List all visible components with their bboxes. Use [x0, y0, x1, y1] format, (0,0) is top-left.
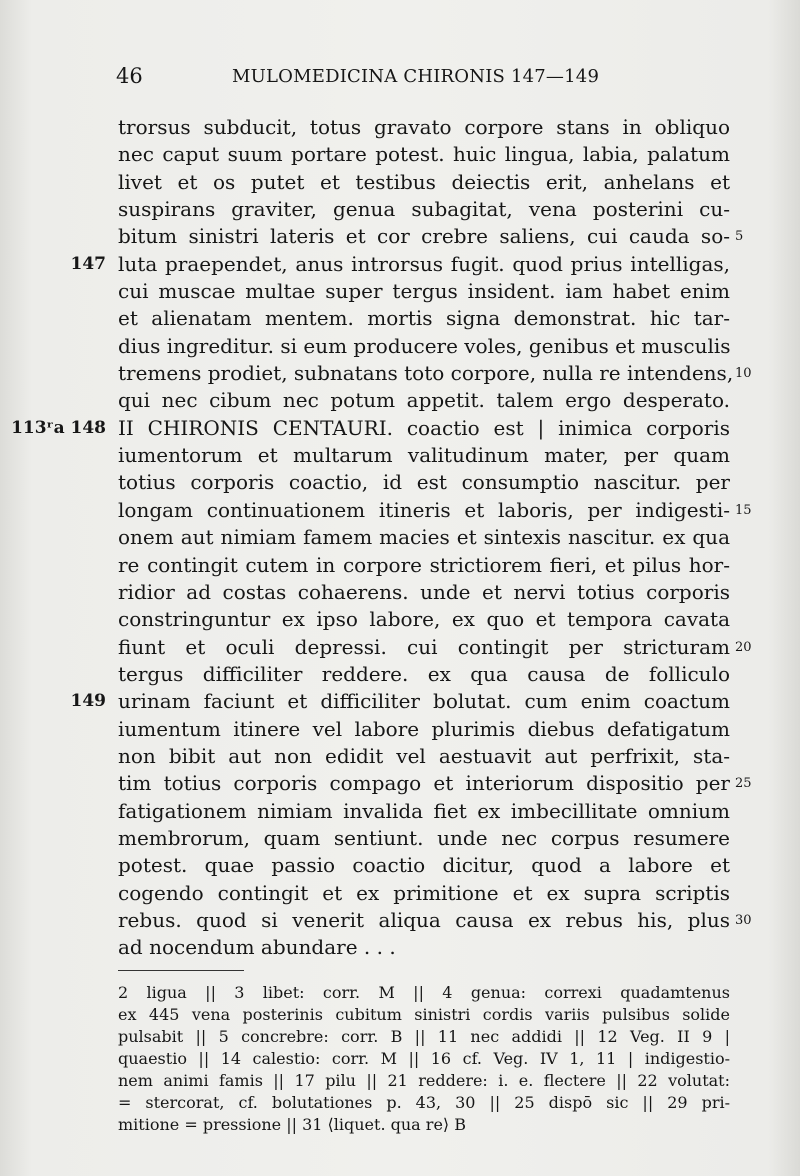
text-line: iumentum itinere vel labore plurimis diebus defatigatum: [118, 716, 730, 741]
line-number: 5: [735, 229, 744, 245]
text-line: 113ʳa 148 II CHIRONIS CENTAURI. coactio est | inimica corporis: [118, 415, 730, 442]
text-line: bitum sinistri lateris et cor crebre saliens, cui cauda so- 5: [118, 223, 730, 250]
text-line: re contingit cutem in corpore strictiorem fieri, et pilus hor-: [118, 552, 730, 577]
text-line: suspirans graviter, genua subagitat, vena posterini cu-: [118, 197, 730, 222]
text-line: non bibit aut non edidit vel aestuavit aut perfrixit, sta-: [118, 743, 730, 768]
text-line: et alienatam mentem. mortis signa demonstrat. hic tar-: [118, 306, 730, 331]
text-line: livet et os putet et testibus deiectis erit, anhelans et: [118, 169, 730, 194]
text-line: nec caput suum portare potest. huic lingua, labia, palatum: [118, 142, 730, 167]
note-line: ex 445 vena posterinis cubitum sinistri cordis variis pulsibus solide: [118, 1005, 730, 1024]
text-line: fiunt et oculi depressi. cui contingit per stricturam 20: [118, 634, 730, 661]
text-line: trorsus subducit, totus gravato corpore stans in obliquo: [118, 115, 730, 139]
text-line: membrorum, quam sentiunt. unde nec corpus resumere: [118, 825, 730, 850]
main-text: [11, 114, 752, 962]
section-marker: 113ʳa 148: [11, 417, 106, 438]
text-line: rebus. quod si venerit aliqua causa ex rebus his, plus 30: [118, 907, 730, 934]
text-line: iumentorum et multarum valitudinum mater, per quam: [118, 443, 730, 468]
page-header: [0, 64, 800, 100]
text-line: tremens prodiet, subnatans toto corpore, nulla re intendens, 10: [118, 360, 730, 387]
line-number: 25: [735, 776, 752, 792]
page-number: 46: [116, 64, 143, 88]
text-line: 149 urinam faciunt et difficiliter bolutat. cum enim coactum: [118, 688, 730, 715]
section-marker: 147: [70, 253, 106, 274]
text-line: tim totius corporis compago et interiorum dispositio per 25: [118, 770, 730, 797]
text-line: ridior ad costas cohaerens. unde et nervi totius corporis: [118, 579, 730, 604]
text-line: qui nec cibum nec potum appetit. talem ergo desperato.: [118, 388, 730, 413]
text-line: constringuntur ex ipso labore, ex quo et tempora cavata: [118, 607, 730, 632]
text-line: potest. quae passio coactio dicitur, quod a labore et: [118, 853, 730, 878]
section-marker: 149: [70, 691, 106, 712]
note-line: mitione = pressione || 31 ⟨liquet. qua re⟩ B: [118, 1115, 466, 1134]
footnote-rule: [118, 970, 244, 971]
text-line: tergus difficiliter reddere. ex qua causa de folliculo: [118, 661, 730, 686]
text-line: dius ingreditur. si eum producere voles, genibus et musculis: [118, 333, 731, 358]
line-number: 15: [735, 502, 752, 518]
line-number: 30: [735, 912, 752, 928]
text-line: cui muscae multae super tergus insident. iam habet enim: [118, 279, 730, 304]
text-line: ad nocendum abundare . . .: [118, 935, 396, 960]
note-line: = stercorat, cf. bolutationes p. 43, 30 || 25 dispō sic || 29 pri-: [118, 1093, 730, 1112]
line-number: 10: [735, 366, 752, 382]
line-number: 20: [735, 639, 752, 655]
text-line: cogendo contingit et ex primitione et ex supra scriptis: [118, 880, 730, 905]
critical-apparatus: [118, 982, 730, 1136]
note-line: pulsabit || 5 concrebre: corr. B || 11 nec addidi || 12 Veg. II 9 |: [118, 1027, 730, 1046]
text-line: longam continuationem itineris et laboris, per indigesti- 15: [118, 497, 730, 524]
running-title: MULOMEDICINA CHIRONIS 147—149: [232, 66, 600, 87]
text-line: totius corporis coactio, id est consumptio nascitur. per: [118, 470, 730, 495]
text-line: fatigationem nimiam invalida fiet ex imbecillitate omnium: [118, 798, 730, 823]
note-line: nem animi famis || 17 pilu || 21 reddere: i. e. flectere || 22 volutat:: [118, 1071, 730, 1090]
text-line: 147 luta praependet, anus introrsus fugit. quod prius intelligas,: [118, 251, 730, 278]
note-line: 2 ligua || 3 libet: corr. M || 4 genua: correxi quadamtenus: [118, 983, 730, 1002]
note-line: quaestio || 14 calestio: corr. M || 16 cf. Veg. IV 1, 11 | indigestio-: [118, 1049, 730, 1068]
text-line: onem aut nimiam famem macies et sintexis nascitur. ex qua: [118, 525, 730, 550]
